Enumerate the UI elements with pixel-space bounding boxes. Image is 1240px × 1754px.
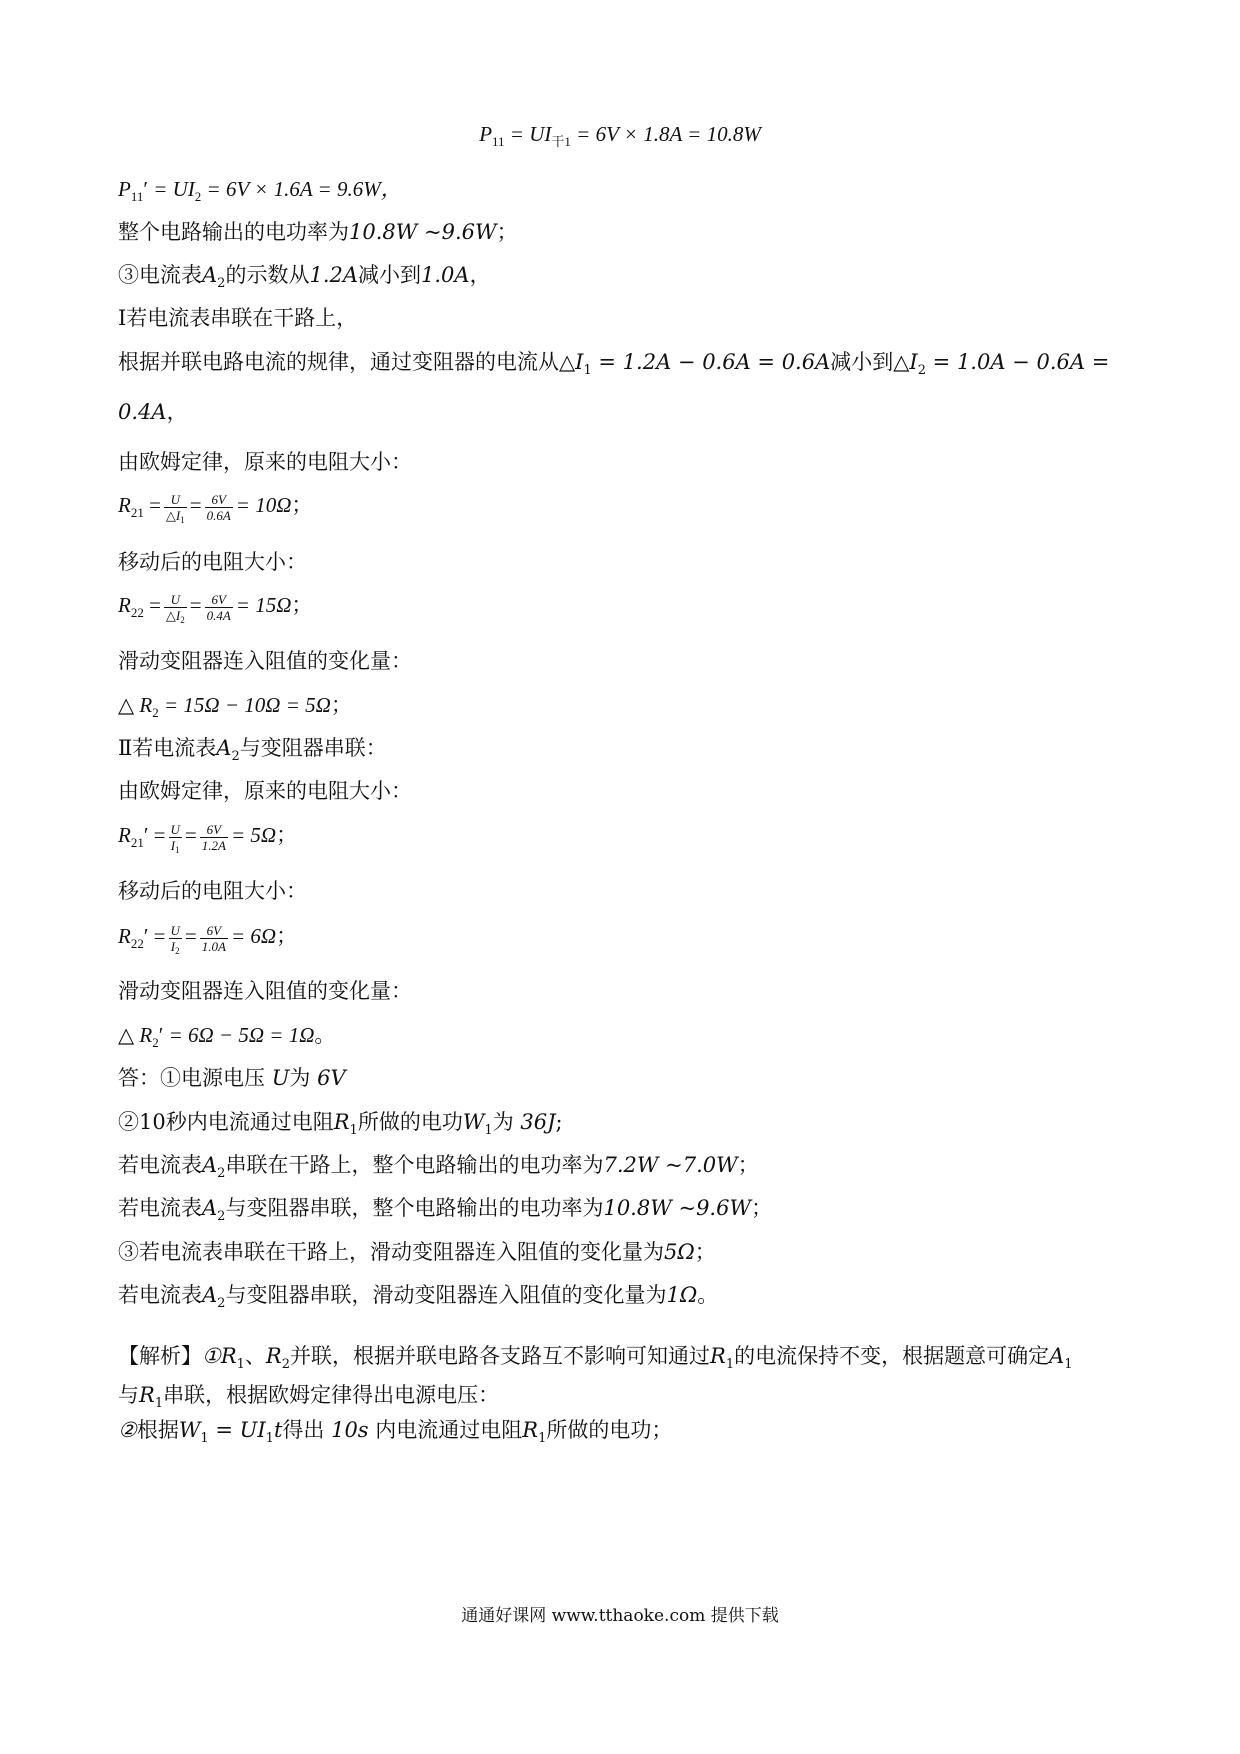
analysis-line: 与$R_1$串联，根据欧姆定律得出电源电压： [118,1383,500,1411]
answer-line: ②10秒内电流通过电阻$R_1$所做的电功$W_1$为 36J; [118,1110,563,1138]
text-line: 根据并联电路电流的规律，通过变阻器的电流从$\triangle I_1 = 1.2A - 0.6A = 0.6A$减小到$\triangle I_2 = 1.0A - 0.6A$ = [118,350,1110,378]
equation-p11: $P_{11} = UI_{干1} = 6V \times 1.8A = 10.8W$ [479,122,761,149]
text-line: 由欧姆定律，原来的电阻大小： [118,779,412,803]
fraction: $\frac{6V}{1.2A}$ [201,821,226,853]
footer-credit: 通通好课网 www.tthaoke.com 提供下载 [461,1606,779,1626]
answer-line: 若电流表$A_2$串联在干路上，整个电路输出的电功率为7.2W ~7.0W； [118,1153,759,1181]
text-line: Ⅱ若电流表$A_2$与变阻器串联： [118,736,387,764]
analysis-label: 【解析】 [118,1344,202,1368]
text-line: 0.4A， [118,400,188,424]
text-line: ③电流表$A_2$的示数从1.2A减小到1.0A， [118,263,491,291]
fraction: $\frac{6V}{0.6A}$ [206,491,231,523]
text-line: 移动后的电阻大小： [118,550,307,574]
equation-r21-prime: $R_{21}'$ = $\frac{U}{I_1}$ = $\frac{6V}{1.2A}$ = 5Ω； [118,821,298,855]
answer-line: ③若电流表串联在干路上，滑动变阻器连入阻值的变化量为5Ω； [118,1240,716,1264]
text-line: 滑动变阻器连入阻值的变化量： [118,979,412,1003]
fraction: $\frac{U}{I_2}$ [170,922,180,956]
text-line: 由欧姆定律，原来的电阻大小： [118,450,412,474]
text-line: 整个电路输出的电功率为10.8W ~9.6W； [118,220,518,244]
fraction: $\frac{U}{I_1}$ [170,821,180,855]
text-line: Ⅰ若电流表串联在干路上， [118,306,358,330]
fraction: $\frac{6V}{0.4A}$ [206,591,231,623]
equation-r22-prime: $R_{22}'$ = $\frac{U}{I_2}$ = $\frac{6V}{1.0A}$ = 6Ω； [118,922,298,956]
answer-line: 若电流表$A_2$与变阻器串联，滑动变阻器连入阻值的变化量为1Ω。 [118,1283,719,1311]
equation-delta-r2-prime: △ $R_2' = 6\Omega - 5\Omega = 1\Omega$。 [118,1023,336,1050]
text-line: 滑动变阻器连入阻值的变化量： [118,649,412,673]
fraction: $\frac{6V}{1.0A}$ [201,922,226,954]
analysis-line: 【解析】$①R_1$、$R_2$并联，根据并联电路各支路互不影响可知通过$R_1$的电流保持不变，根据题意可确定$A_1$ [118,1344,1073,1372]
equation-delta-r2: △ $R_2 = 15\Omega - 10\Omega = 5\Omega$； [118,693,352,720]
fraction: $\frac{U}{\triangle I_1}$ [165,491,185,525]
equation-p11-prime: $P_{11}' = UI_2 = 6V \times 1.6A = 9.6W$， [118,177,402,204]
analysis-line: ②根据$W_1 = UI_1t$得出 10s 内电流通过电阻$R_1$所做的电功； [118,1418,673,1446]
fraction: $\frac{U}{\triangle I_2}$ [165,591,185,625]
answer-line: 答：①电源电压 U为 6V [118,1066,346,1090]
equation-r21: $R_{21}$ = $\frac{U}{\triangle I_1}$ = $\frac{6V}{0.6A}$ = 10Ω； [118,491,313,525]
answer-line: 若电流表$A_2$与变阻器串联，整个电路输出的电功率为10.8W ~9.6W； [118,1196,773,1224]
text-line: 移动后的电阻大小： [118,879,307,903]
equation-r22: $R_{22}$ = $\frac{U}{\triangle I_2}$ = $\frac{6V}{0.4A}$ = 15Ω； [118,591,313,625]
